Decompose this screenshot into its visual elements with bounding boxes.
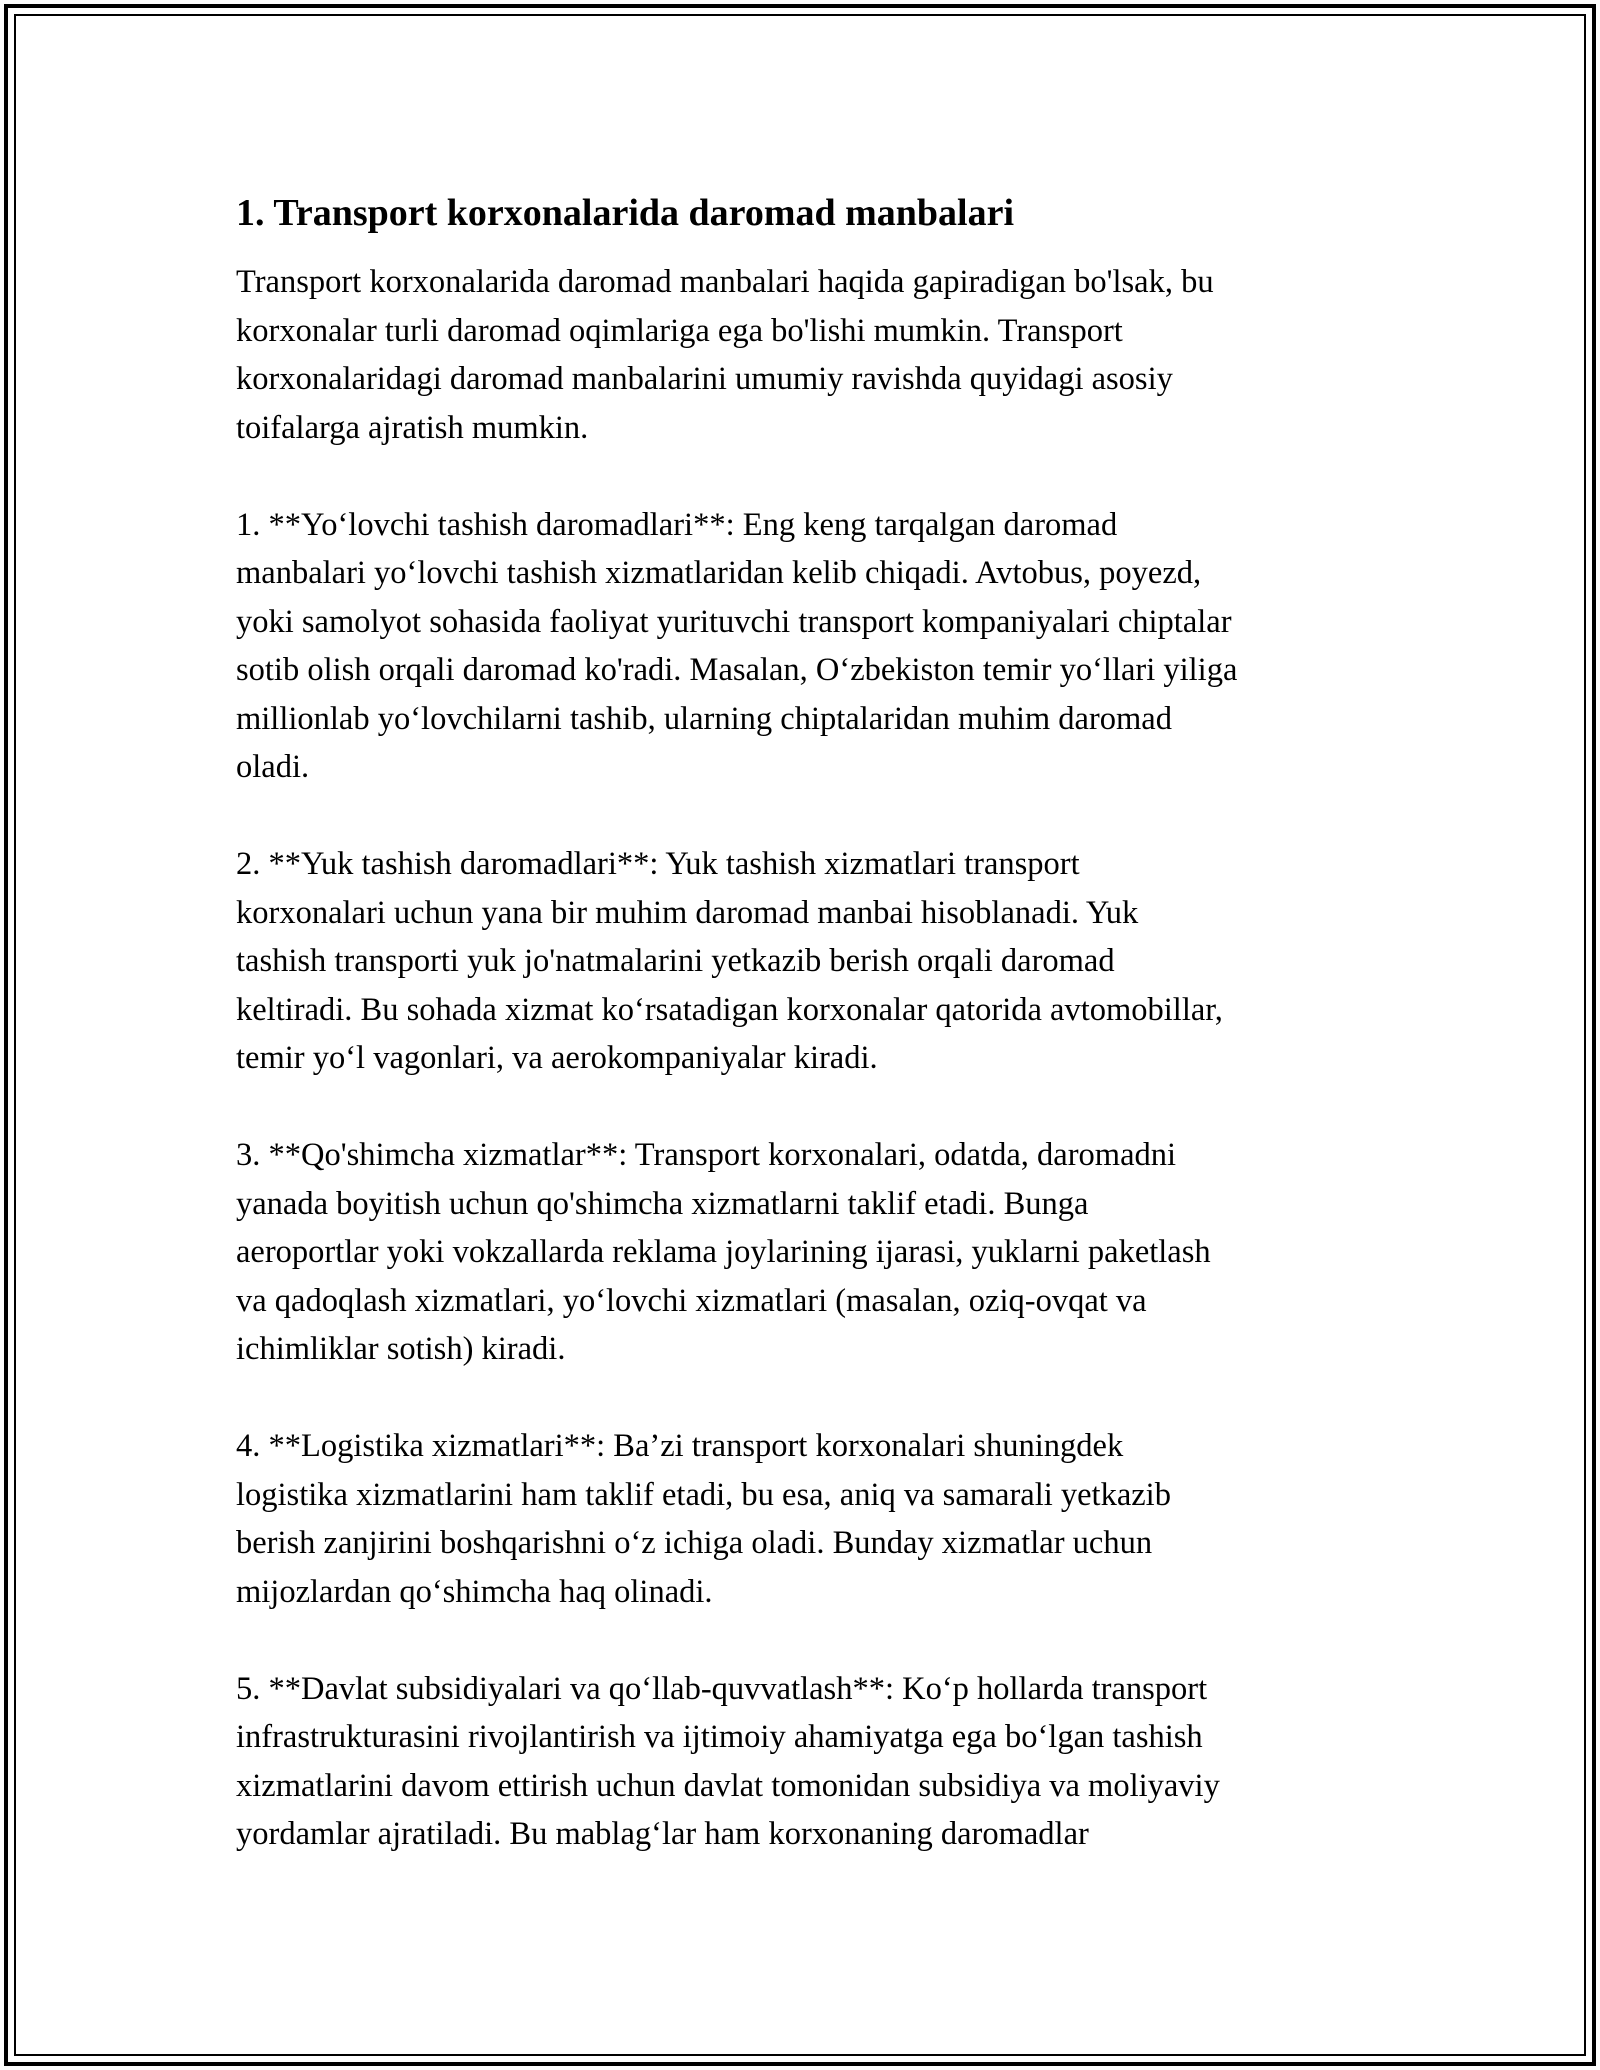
intro-paragraph bbox=[236, 258, 1376, 452]
paragraph-line: korxonalari uchun yana bir muhim daromad manbai hisoblanadi. Yuk bbox=[236, 894, 1139, 931]
paragraph-line: va qadoqlash xizmatlari, yo‘lovchi xizmatlari (masalan, oziq-ovqat va bbox=[236, 1282, 1147, 1319]
list-item-logistics-services bbox=[236, 1422, 1376, 1616]
paragraph-line: Transport korxonalarida daromad manbalari haqida gapiradigan bo'lsak, bu bbox=[236, 264, 1214, 300]
paragraph-line: mijozlardan qo‘shimcha haq olinadi. bbox=[236, 1573, 713, 1610]
paragraph-line: yoki samolyot sohasida faoliyat yurituvchi transport kompaniyalari chiptalar bbox=[236, 603, 1232, 640]
document-body bbox=[236, 188, 1376, 1907]
paragraph-line: ichimliklar sotish) kiradi. bbox=[236, 1331, 566, 1367]
paragraph-line: millionlab yo‘lovchilarni tashib, ularning chiptalaridan muhim daromad bbox=[236, 700, 1172, 737]
paragraph-line: manbalari yo‘lovchi tashish xizmatlaridan kelib chiqadi. Avtobus, poyezd, bbox=[236, 555, 1202, 591]
paragraph-line: oladi. bbox=[236, 749, 310, 785]
paragraph-line: logistika xizmatlarini ham taklif etadi, bu esa, aniq va samarali yetkazib bbox=[236, 1476, 1171, 1513]
paragraph-line: yanada boyitish uchun qo'shimcha xizmatlarni taklif etadi. Bunga bbox=[236, 1185, 1089, 1222]
paragraph-line: xizmatlarini davom ettirish uchun davlat tomonidan subsidiya va moliyaviy bbox=[236, 1767, 1220, 1804]
paragraph-line: temir yo‘l vagonlari, va aerokompaniyalar kiradi. bbox=[236, 1040, 878, 1076]
list-item-additional-services bbox=[236, 1131, 1376, 1374]
paragraph-line: 5. **Davlat subsidiyalari va qo‘llab-quvvatlash**: Ko‘p hollarda transport bbox=[236, 1670, 1208, 1707]
paragraph-line: tashish transporti yuk jo'natmalarini yetkazib berish orqali daromad bbox=[236, 943, 1115, 979]
list-item-government-subsidies bbox=[236, 1665, 1376, 1859]
section-heading: 1. Transport korxonalarida daromad manbalari bbox=[236, 192, 1015, 234]
paragraph-line: toifalarga ajratish mumkin. bbox=[236, 409, 589, 446]
list-item-passenger-revenue bbox=[236, 501, 1376, 792]
paragraph-line: sotib olish orqali daromad ko'radi. Masalan, O‘zbekiston temir yo‘llari yiliga bbox=[236, 652, 1238, 688]
paragraph-line: 2. **Yuk tashish daromadlari**: Yuk tashish xizmatlari transport bbox=[236, 846, 1080, 882]
paragraph-line: 1. **Yo‘lovchi tashish daromadlari**: Eng keng tarqalgan daromad bbox=[236, 506, 1118, 543]
paragraph-line: korxonalar turli daromad oqimlariga ega bo'lishi mumkin. Transport bbox=[236, 312, 1123, 349]
paragraph-line: berish zanjirini boshqarishni o‘z ichiga oladi. Bunday xizmatlar uchun bbox=[236, 1525, 1153, 1561]
paragraph-line: yordamlar ajratiladi. Bu mablag‘lar ham korxonaning daromadlar bbox=[236, 1816, 1089, 1852]
paragraph-line: korxonalaridagi daromad manbalarini umumiy ravishda quyidagi asosiy bbox=[236, 361, 1173, 397]
paragraph-line: 3. **Qo'shimcha xizmatlar**: Transport korxonalari, odatda, daromadni bbox=[236, 1137, 1177, 1173]
list-item-cargo-revenue bbox=[236, 840, 1376, 1083]
paragraph-line: infrastrukturasini rivojlantirish va ijtimoiy ahamiyatga ega bo‘lgan tashish bbox=[236, 1719, 1203, 1755]
paragraph-line: keltiradi. Bu sohada xizmat ko‘rsatadigan korxonalar qatorida avtomobillar, bbox=[236, 991, 1223, 1028]
paragraph-line: 4. **Logistika xizmatlari**: Ba’zi transport korxonalari shuningdek bbox=[236, 1428, 1124, 1464]
paragraph-line: aeroportlar yoki vokzallarda reklama joylarining ijarasi, yuklarni paketlash bbox=[236, 1234, 1211, 1270]
